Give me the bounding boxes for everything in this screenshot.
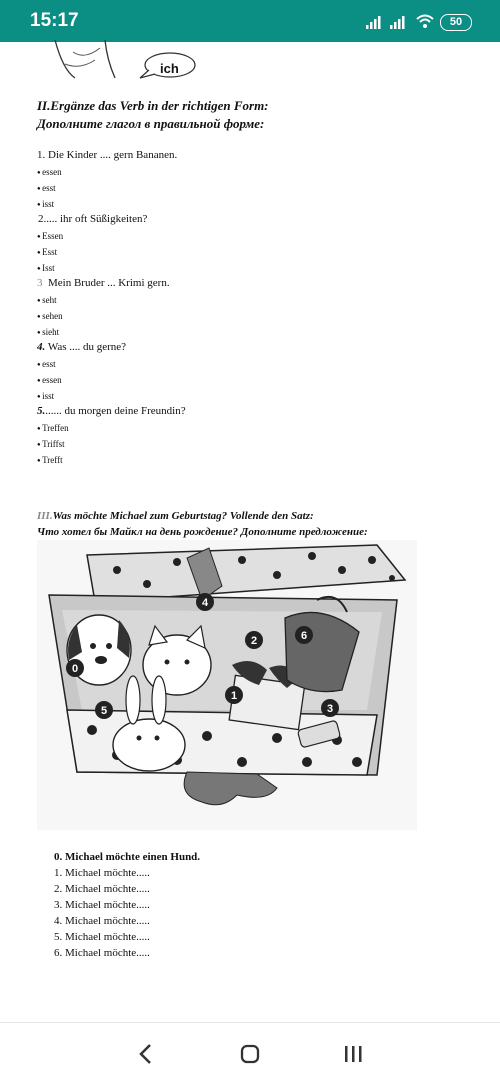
- section2-title-ru: Дополните глагол в правильной форме:: [37, 116, 265, 131]
- question-3: [37, 277, 170, 289]
- speech-bubble-word: ich: [160, 61, 179, 76]
- back-icon[interactable]: [137, 1043, 155, 1065]
- answer-1: 1. Michael möchte.....: [54, 867, 150, 879]
- picture-label-1: 1: [230, 690, 238, 702]
- cropped-illustration: [45, 40, 205, 82]
- option: ● Esst: [37, 247, 57, 257]
- picture-label-6: 6: [300, 630, 308, 642]
- option: ● isst: [37, 199, 54, 209]
- question-text: Was .... du gerne?: [47, 341, 127, 353]
- answer-2: 2. Michael möchte.....: [54, 883, 150, 895]
- option: ● Treffen: [37, 423, 69, 433]
- option: ● Trefft: [37, 455, 63, 465]
- question-4: [37, 341, 126, 353]
- question-5: [37, 405, 186, 417]
- option: ● sehen: [37, 311, 63, 321]
- recent-apps-icon[interactable]: [343, 1044, 363, 1064]
- option: ● essen: [37, 375, 62, 385]
- section3-title-text: Was möchte Michael zum Geburtstag? Vollende den Satz:: [52, 510, 314, 522]
- question-number: 4.: [37, 341, 46, 353]
- picture-label-4: 4: [201, 597, 209, 609]
- question-number: 3: [37, 277, 43, 289]
- answer-3: 3. Michael möchte.....: [54, 899, 150, 911]
- question-1: 1. Die Kinder .... gern Bananen.: [37, 149, 178, 161]
- worksheet-image: [0, 42, 500, 1022]
- home-icon[interactable]: [240, 1044, 260, 1064]
- option: ● essen: [37, 167, 62, 177]
- question-number: 5.: [37, 405, 46, 417]
- status-bar: [0, 0, 500, 42]
- answer-0: 0. Michael möchte einen Hund.: [54, 851, 201, 863]
- option: ● Isst: [37, 263, 55, 273]
- answer-6: 6. Michael möchte.....: [54, 947, 150, 959]
- signal-icon: [366, 15, 386, 29]
- question-text: Mein Bruder ... Krimi gern.: [48, 277, 170, 289]
- option: ● esst: [37, 183, 56, 193]
- option: ● Essen: [37, 231, 63, 241]
- option: ● esst: [37, 359, 56, 369]
- gift-box-illustration: [37, 540, 417, 830]
- picture-label-3: 3: [326, 703, 334, 715]
- picture-label-5: 5: [100, 705, 108, 717]
- question-text: ...... du morgen deine Freundin?: [45, 405, 186, 417]
- question-2: 2..... ihr oft Süßigkeiten?: [38, 213, 148, 225]
- section3-prefix: III.: [37, 510, 53, 522]
- answer-4: 4. Michael möchte.....: [54, 915, 150, 927]
- option: ● Triffst: [37, 439, 65, 449]
- picture-label-0: 0: [71, 663, 79, 675]
- option: ● seht: [37, 295, 57, 305]
- signal-icon-2: [390, 15, 410, 29]
- wifi-icon: [415, 13, 435, 29]
- section3-title-de: [37, 510, 314, 522]
- section3-title-ru: Что хотел бы Майкл на день рождение? Дополните предложение:: [37, 526, 368, 538]
- option: ● sieht: [37, 327, 59, 337]
- battery-icon: 50: [440, 14, 472, 31]
- picture-label-2: 2: [250, 635, 258, 647]
- answer-5: 5. Michael möchte.....: [54, 931, 150, 943]
- status-time: 15:17: [30, 10, 79, 31]
- section2-title-de: II.Ergänze das Verb in der richtigen Form:: [37, 98, 269, 113]
- navigation-bar: [0, 1022, 500, 1084]
- option: ● isst: [37, 391, 54, 401]
